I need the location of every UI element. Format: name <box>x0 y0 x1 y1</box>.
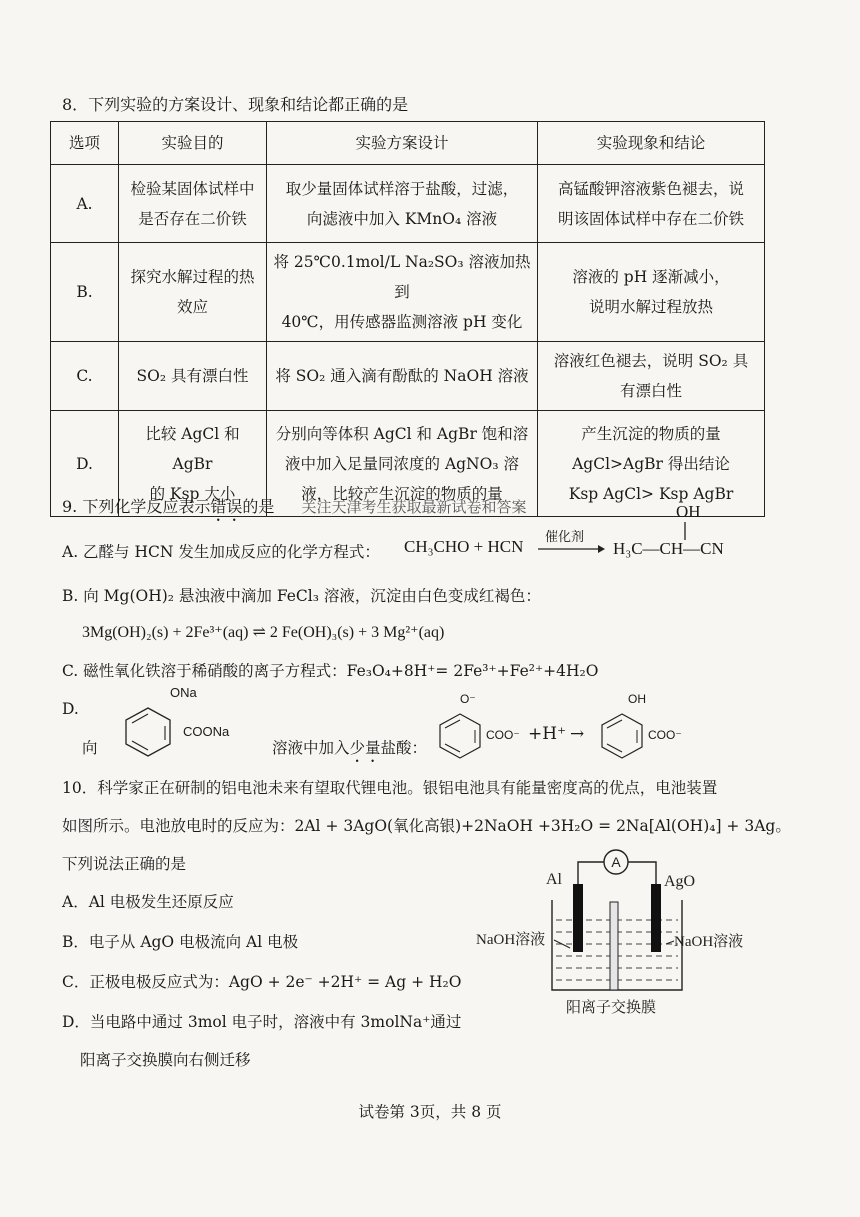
q8-title: 8．下列实验的方案设计、现象和结论都正确的是 <box>62 95 409 114</box>
cell-line: Ksp AgCl> Ksp AgBr <box>568 484 734 503</box>
cell-line: 向滤液中加入 KMnO₄ 溶液 <box>306 209 498 228</box>
cell-line: 产生沉淀的物质的量 <box>581 424 721 443</box>
row-design <box>267 165 538 243</box>
cell-line: SO₂ 具有漂白性 <box>136 367 249 385</box>
cell-line: 将 25℃0.1mol/L Na₂SO₃ 溶液加热到 <box>273 253 531 301</box>
q9-title-post: 的是 <box>242 497 275 516</box>
watermark-text: 关注天津考生获取最新试卷和答案 <box>301 498 527 516</box>
q10-option-b: B．电子从 AgO 电极流向 Al 电极 <box>62 933 299 951</box>
q10-option-d: D．当电路中通过 3mol 电子时，溶液中有 3molNa⁺通过 <box>62 1013 462 1031</box>
q9-option-d-label: D. <box>62 700 79 718</box>
q9-d-text <box>272 736 427 766</box>
right-solution-label: NaOH溶液 <box>674 934 744 950</box>
cell-line: 溶液的 pH 逐渐减小， <box>572 268 730 286</box>
q9-d-text-b: 盐酸： <box>380 739 428 757</box>
q9-d-text-emphasis: 少量 <box>349 739 381 757</box>
cell-line: 效应 <box>176 298 208 316</box>
q9-option-a: A. 乙醛与 HCN 发生加成反应的化学方程式： <box>62 543 380 561</box>
row-option: B. <box>51 243 119 342</box>
q10-option-d-continued: 阳离子交换膜向右侧迁移 <box>80 1051 251 1069</box>
q9-d-arrow: → <box>570 724 585 744</box>
row-result <box>538 165 765 243</box>
cell-line: 溶液红色褪去，说明 SO₂ 具 <box>553 352 749 370</box>
q9-a-catalyst: 催化剂 <box>545 530 585 545</box>
cell-line: 检验某固体试样中 <box>130 179 255 198</box>
table-row <box>51 243 765 342</box>
membrane-icon <box>610 902 618 990</box>
cell-line: 将 SO₂ 通入滴有酚酞的 NaOH 溶液 <box>275 367 529 385</box>
q9-title-emphasis: 错误 <box>210 497 243 516</box>
row-design <box>267 342 538 411</box>
battery-diagram <box>470 840 770 1020</box>
cell-line: 探究水解过程的热 <box>130 268 255 286</box>
header-option: 选项 <box>51 122 119 165</box>
q9-option-d-prefix: 向 <box>82 739 98 757</box>
row-result <box>538 243 765 342</box>
q9-d-coo: COO⁻ <box>486 728 520 742</box>
left-solution-label: NaOH溶液 <box>476 932 546 948</box>
table-header-row <box>51 122 765 165</box>
cell-line: 明该固体试样中存在二价铁 <box>557 209 744 228</box>
q10-option-c: C．正极电极反应式为：AgO + 2e⁻ +2H⁺ = Ag + H₂O <box>62 973 462 991</box>
al-label: Al <box>546 871 562 888</box>
benzene-ring-icon <box>118 702 178 758</box>
row-purpose <box>119 342 267 411</box>
q10-line-2: 如图所示。电池放电时的反应为：2Al + 3AgO(氧化高银)+2NaOH +3H₂O = 2Na[Al(OH)₄] + 3Ag。 <box>62 817 791 835</box>
phenolate-ring-icon <box>432 708 488 760</box>
q9-option-c: C. 磁性氧化铁溶于稀硝酸的离子方程式：Fe₃O₄+8H⁺= 2Fe³⁺+Fe²⁺+4H₂O <box>62 662 599 680</box>
cell-line: 说明水解过程放热 <box>588 298 713 316</box>
ammeter-label: A <box>611 854 621 870</box>
bond-line-icon <box>683 522 687 540</box>
q9-a-product-oh: OH <box>676 502 701 521</box>
q9-a-product: H₃C—CH—CN <box>613 539 724 558</box>
page-footer: 试卷第 3页，共 8 页 <box>358 1103 502 1121</box>
header-purpose: 实验目的 <box>119 122 267 165</box>
cell-line: 的 Ksp 大小 <box>149 484 236 503</box>
phenol-ring-icon <box>594 708 650 760</box>
row-purpose <box>119 165 267 243</box>
q9-d-plus-h: +H⁺ <box>528 724 567 744</box>
q10-line-1: 10．科学家正在研制的铝电池未来有望取代锂电池。银铝电池具有能量密度高的优点，电池装置 <box>62 779 718 797</box>
row-result <box>538 342 765 411</box>
q9-d-o-minus: O⁻ <box>460 692 476 706</box>
header-design: 实验方案设计 <box>267 122 538 165</box>
q9-a-reactants: CH₃CHO + HCN <box>404 537 524 556</box>
q9-d-coona: COONa <box>183 724 230 739</box>
cell-line: 有漂白性 <box>619 382 682 400</box>
membrane-label: 阳离子交换膜 <box>566 1000 657 1016</box>
q9-title <box>62 494 527 525</box>
q9-d-oh: OH <box>628 692 646 706</box>
q9-d-coo2: COO⁻ <box>648 728 682 742</box>
q10-option-a: A．Al 电极发生还原反应 <box>62 893 234 911</box>
cell-line: 液中加入足量同浓度的 AgNO₃ 溶 <box>285 454 519 473</box>
row-option: C. <box>51 342 119 411</box>
cell-line: 高锰酸钾溶液紫色褪去，说 <box>557 179 744 198</box>
row-option: D. <box>51 411 119 517</box>
q9-b-equation: 3Mg(OH)₂(s) + 2Fe³⁺(aq) ⇌ 2 Fe(OH)₃(s) + 3 Mg²⁺(aq) <box>82 624 445 641</box>
q10-line-3: 下列说法正确的是 <box>62 855 187 873</box>
table-row <box>51 342 765 411</box>
cell-line: AgCl>AgBr 得出结论 <box>572 454 730 473</box>
row-result <box>538 411 765 517</box>
q9-option-b: B. 向 Mg(OH)₂ 悬浊液中滴加 FeCl₃ 溶液，沉淀由白色变成红褐色： <box>62 587 541 605</box>
row-purpose <box>119 243 267 342</box>
q9-title-pre: 9. 下列化学反应表示 <box>62 497 211 516</box>
ago-electrode-icon <box>651 884 661 952</box>
reaction-arrow-icon <box>538 544 606 554</box>
row-design <box>267 243 538 342</box>
row-option: A. <box>51 165 119 243</box>
ago-label: AgO <box>664 873 696 890</box>
header-result: 实验现象和结论 <box>538 122 765 165</box>
cell-line: 液，比较产生沉淀的物质的量 <box>301 484 503 503</box>
cell-line: 比较 AgCl 和 AgBr <box>145 424 240 473</box>
cell-line: 分别向等体积 AgCl 和 AgBr 饱和溶 <box>275 424 529 443</box>
cell-line: 取少量固体试样溶于盐酸，过滤， <box>285 179 519 198</box>
cell-line: 40℃，用传感器监测溶液 pH 变化 <box>281 313 523 331</box>
experiment-table <box>50 121 765 517</box>
cell-line: 是否存在二价铁 <box>138 209 247 228</box>
q9-d-ona: ONa <box>170 685 197 700</box>
al-electrode-icon <box>573 884 583 952</box>
q9-d-text-a: 溶液中加入 <box>272 739 350 757</box>
table-row <box>51 165 765 243</box>
